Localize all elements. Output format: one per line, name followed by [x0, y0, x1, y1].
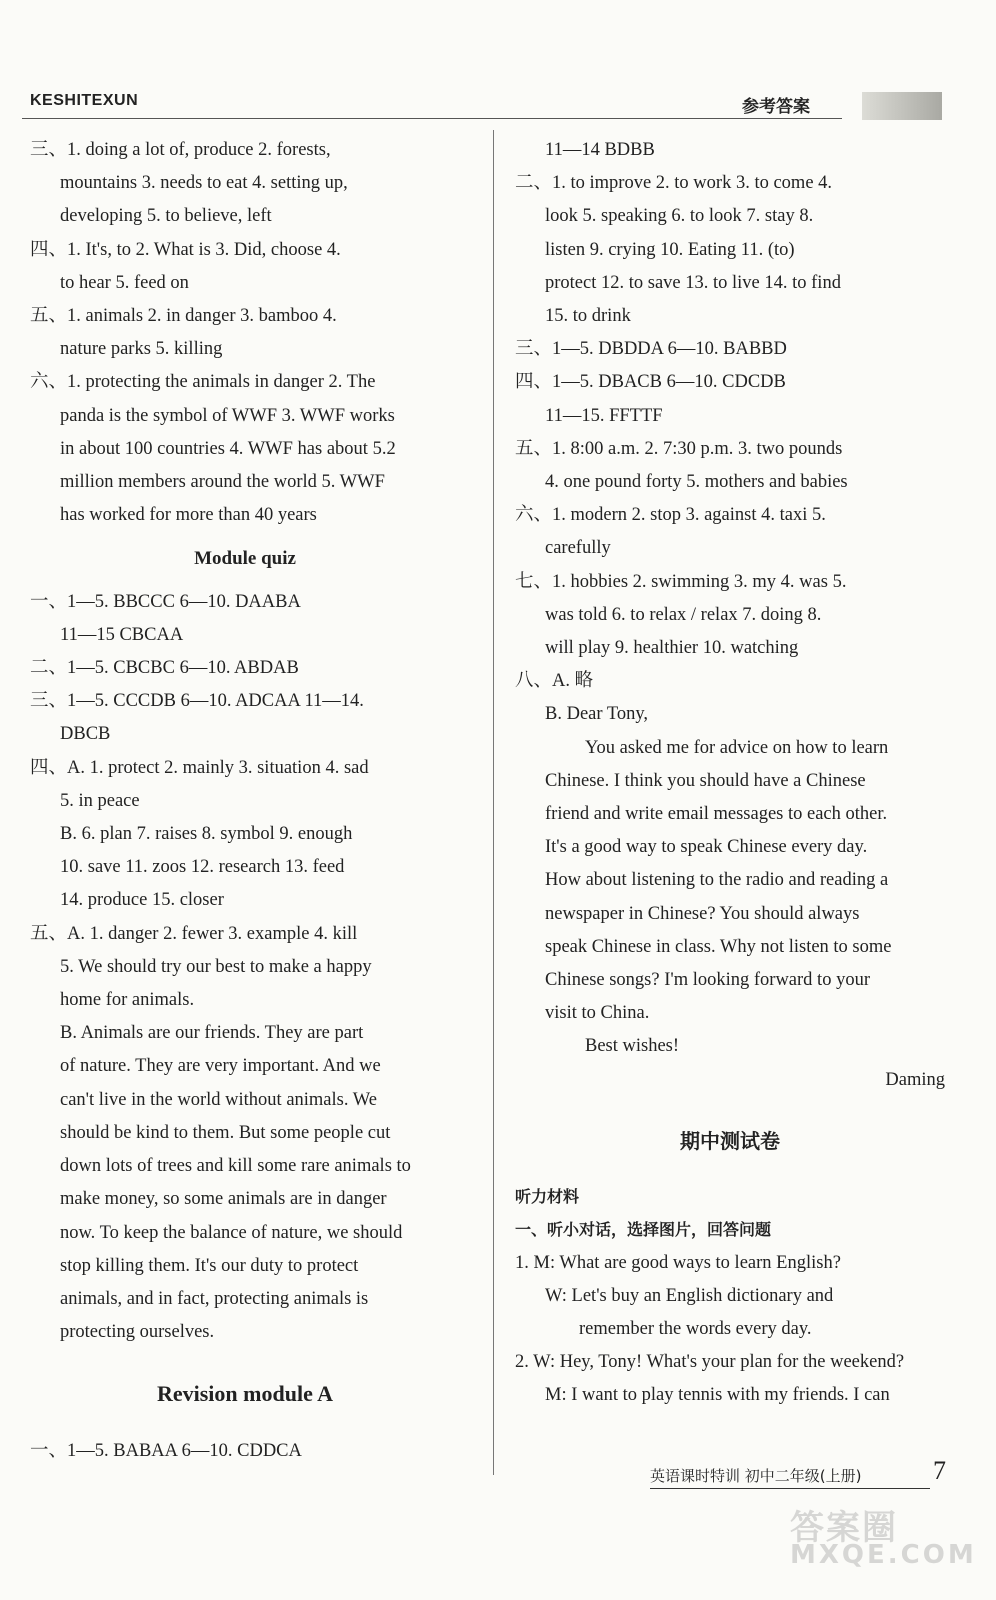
listening-section-title: 一、听小对话，选择图片，回答问题: [515, 1220, 772, 1240]
letter-body: speak Chinese in class. Why not listen to some: [545, 936, 892, 957]
answer-line: 5. We should try our best to make a happy: [60, 956, 372, 977]
answer-line: 三、1. doing a lot of, produce 2. forests,: [30, 140, 331, 160]
watermark-logo: 答案圈: [790, 1508, 898, 1548]
answer-line: down lots of trees and kill some rare animals to: [60, 1156, 411, 1177]
letter-body: Chinese songs? I'm looking forward to your: [545, 970, 870, 991]
header-brand: KESHITEXUN: [30, 92, 139, 109]
letter-body: friend and write email messages to each other.: [545, 804, 888, 825]
letter-body: newspaper in Chinese? You should always: [545, 903, 860, 924]
answer-line: 一、1—5. BABAA 6—10. CDDCA: [30, 1440, 302, 1461]
header-rule: [22, 118, 842, 119]
listening-material-title: 听力材料: [515, 1187, 580, 1207]
dialogue-line: W: Let's buy an English dictionary and: [545, 1285, 834, 1306]
answer-line: DBCB: [60, 724, 111, 745]
answer-line: was told 6. to relax / relax 7. doing 8.: [545, 604, 822, 625]
answer-line: nature parks 5. killing: [60, 339, 223, 360]
left-column: [30, 134, 460, 1468]
answer-line: B. 6. plan 7. raises 8. symbol 9. enough: [60, 824, 353, 845]
answer-line: mountains 3. needs to eat 4. setting up,: [60, 173, 348, 194]
answer-line: has worked for more than 40 years: [60, 505, 317, 526]
letter-greeting: B. Dear Tony,: [545, 704, 649, 725]
footer-rule: [650, 1488, 930, 1489]
column-divider: [493, 130, 494, 1475]
answer-line: in about 100 countries 4. WWF has about 5.2: [60, 438, 396, 459]
watermark-url: MXQE.COM: [790, 1540, 977, 1570]
answer-line: 4. one pound forty 5. mothers and babies: [545, 472, 848, 493]
letter-body: You asked me for advice on how to learn: [585, 737, 889, 758]
answer-line: 二、1—5. CBCBC 6—10. ABDAB: [30, 658, 299, 679]
midterm-title: 期中测试卷: [680, 1128, 780, 1153]
answer-line: 六、1. protecting the animals in danger 2. The: [30, 372, 376, 393]
answer-line: 四、1. It's, to 2. What is 3. Did, choose 4.: [30, 239, 341, 260]
answer-line: 五、1. animals 2. in danger 3. bamboo 4.: [30, 306, 337, 327]
answer-line: protect 12. to save 13. to live 14. to find: [545, 272, 841, 293]
answer-line: 八、A. 略: [515, 671, 594, 692]
header-answers-label: 参考答案: [742, 97, 810, 117]
answer-line: developing 5. to believe, left: [60, 206, 272, 227]
letter-closing: Best wishes!: [585, 1036, 680, 1057]
answer-line: to hear 5. feed on: [60, 272, 189, 293]
answer-line: home for animals.: [60, 990, 195, 1011]
dialogue-line: 2. W: Hey, Tony! What's your plan for the weekend?: [515, 1352, 905, 1373]
letter-body: Chinese. I think you should have a Chinese: [545, 770, 866, 791]
answer-line: should be kind to them. But some people cut: [60, 1122, 391, 1143]
dialogue-line: M: I want to play tennis with my friends. I can: [545, 1385, 890, 1406]
letter-body: visit to China.: [545, 1003, 650, 1024]
answer-line: can't live in the world without animals. We: [60, 1089, 377, 1110]
answer-line: of nature. They are very important. And we: [60, 1056, 381, 1077]
answer-line: 四、1—5. DBACB 6—10. CDCDB: [515, 372, 786, 393]
answer-line: look 5. speaking 6. to look 7. stay 8.: [545, 206, 814, 227]
answer-line: listen 9. crying 10. Eating 11. (to): [545, 239, 795, 260]
letter-body: How about listening to the radio and reading a: [545, 870, 889, 891]
answer-line: make money, so some animals are in danger: [60, 1189, 387, 1210]
answer-line: will play 9. healthier 10. watching: [545, 638, 799, 659]
answer-line: 11—15. FFTTF: [545, 405, 663, 426]
answer-line: 一、1—5. BBCCC 6—10. DAABA: [30, 591, 301, 612]
answer-line: 七、1. hobbies 2. swimming 3. my 4. was 5.: [515, 571, 847, 592]
answer-line: now. To keep the balance of nature, we should: [60, 1222, 403, 1243]
module-quiz-title: Module quiz: [194, 548, 296, 570]
answer-line: 11—14 BDBB: [545, 140, 655, 160]
answer-line: 五、1. 8:00 a.m. 2. 7:30 p.m. 3. two pounds: [515, 438, 843, 459]
answer-line: 六、1. modern 2. stop 3. against 4. taxi 5.: [515, 505, 826, 526]
page-number: 7: [933, 1456, 946, 1485]
answer-line: 五、A. 1. danger 2. fewer 3. example 4. kill: [30, 923, 358, 944]
answer-line: 14. produce 15. closer: [60, 890, 224, 911]
answer-line: animals, and in fact, protecting animals is: [60, 1288, 369, 1309]
answer-line: 11—15 CBCAA: [60, 624, 184, 645]
answer-line: stop killing them. It's our duty to protect: [60, 1255, 359, 1276]
answer-line: 三、1—5. CCCDB 6—10. ADCAA 11—14.: [30, 691, 364, 712]
footer-book-title: 英语课时特训 初中二年级(上册): [650, 1467, 862, 1485]
answer-line: 15. to drink: [545, 306, 631, 327]
answer-line: panda is the symbol of WWF 3. WWF works: [60, 405, 395, 426]
answer-line: 四、A. 1. protect 2. mainly 3. situation 4. sad: [30, 757, 369, 778]
answer-line: 10. save 11. zoos 12. research 13. feed: [60, 857, 345, 878]
header-decor-block: [862, 92, 942, 120]
answer-line: 三、1—5. DBDDA 6—10. BABBD: [515, 339, 787, 360]
answer-line: B. Animals are our friends. They are part: [60, 1023, 364, 1044]
right-column: [515, 134, 945, 1413]
revision-module-title: Revision module A: [156, 1381, 334, 1407]
answer-line: 5. in peace: [60, 790, 140, 811]
answer-line: million members around the world 5. WWF: [60, 472, 385, 493]
answer-line: protecting ourselves.: [60, 1322, 215, 1343]
answer-line: 二、1. to improve 2. to work 3. to come 4.: [515, 173, 833, 194]
letter-body: It's a good way to speak Chinese every day.: [545, 837, 868, 858]
dialogue-line: remember the words every day.: [579, 1318, 812, 1339]
letter-signature: Daming: [885, 1069, 945, 1090]
answer-line: carefully: [545, 538, 611, 559]
dialogue-line: 1. M: What are good ways to learn English?: [515, 1252, 841, 1273]
